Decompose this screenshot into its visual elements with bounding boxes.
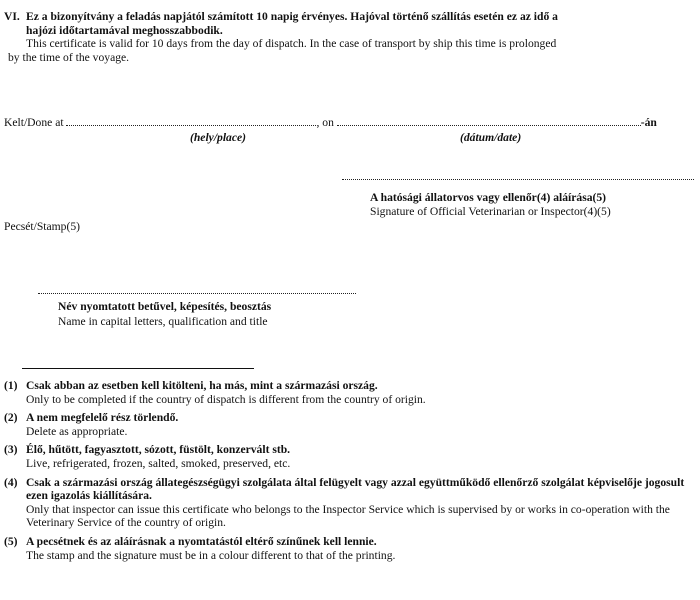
done-at-label: Kelt/Done at: [4, 116, 64, 129]
place-field[interactable]: [66, 116, 316, 126]
on-label: , on: [316, 116, 334, 129]
footnote-number: (3): [4, 443, 18, 457]
footnote-en: Only to be completed if the country of dispatch is different from the country of origin.: [26, 392, 426, 406]
footnote-3: [4, 443, 696, 470]
footnote-divider: [22, 368, 254, 369]
footnote-number: (1): [4, 379, 18, 392]
footnote-en: The stamp and the signature must be in a colour different to that of the printing.: [26, 548, 396, 562]
done-at-row: [4, 116, 696, 130]
section-number: VI.: [4, 10, 20, 23]
validity-section: [4, 10, 696, 64]
signature-label-en: Signature of Official Veterinarian or Inspector(4)(5): [370, 205, 611, 218]
validity-hu-line-2: hajózi időtartamával meghosszabbodik.: [26, 23, 223, 37]
name-label-hu: Név nyomtatott betűvel, képesítés, beosztás: [58, 300, 272, 313]
footnote-en: Only that inspector can issue this certificate who belongs to the Inspector Service which is supervised by or works in co-operation with the Veterinary Service of the country of origin.: [26, 502, 670, 530]
signature-label-hu: A hatósági állatorvos vagy ellenőr(4) aláírása(5): [370, 191, 607, 204]
footnote-en: Delete as appropriate.: [26, 424, 128, 438]
footnote-2: [4, 411, 696, 438]
name-field[interactable]: [38, 293, 356, 294]
footnote-4: [4, 476, 696, 530]
footnote-5: [4, 535, 696, 562]
validity-hu-row-1: [4, 10, 696, 24]
date-caption: (dátum/date): [460, 131, 522, 144]
place-caption: (hely/place): [190, 131, 247, 144]
date-suffix: -án: [640, 116, 657, 129]
footnote-number: (4): [4, 475, 18, 489]
validity-en-row-1: [4, 37, 696, 51]
footnote-en: Live, refrigerated, frozen, salted, smoked, preserved, etc.: [26, 456, 291, 470]
footnote-hu: A nem megfelelő rész törlendő.: [26, 411, 179, 425]
validity-hu-row-2: [4, 24, 696, 38]
date-field[interactable]: [337, 116, 641, 126]
validity-en-line-1: This certificate is valid for 10 days from the day of dispatch. In the case of transport by ship this time is prolonged: [26, 37, 557, 51]
name-label-en: Name in capital letters, qualification and title: [58, 315, 268, 328]
footnote-number: (2): [4, 411, 18, 425]
footnote-hu: A pecsétnek és az aláírásnak a nyomtatástól eltérő színűnek kell lennie.: [26, 534, 377, 548]
signature-field[interactable]: [342, 179, 694, 180]
footnotes: [4, 379, 696, 567]
validity-hu-line-1: Ez a bizonyítvány a feladás napjától számított 10 napig érvényes. Hajóval történő szállítás esetén ez az idő a: [26, 10, 558, 23]
validity-en-line-2: by the time of the voyage.: [8, 50, 130, 64]
footnote-hu: Csak abban az esetben kell kitölteni, ha más, mint a származási ország.: [26, 379, 378, 392]
footnote-hu: Csak a származási ország állategészségügyi szolgálata által felügyelt vagy azzal együttműködő ellenőrző szolgálat képviselője jogosult ezen igazolás kiállítására.: [26, 475, 685, 503]
footnote-hu: Élő, hűtött, fagyasztott, sózott, füstölt, konzervált stb.: [26, 443, 291, 457]
stamp-label: Pecsét/Stamp(5): [4, 220, 80, 233]
footnote-1: [4, 379, 696, 406]
footnote-number: (5): [4, 534, 18, 548]
